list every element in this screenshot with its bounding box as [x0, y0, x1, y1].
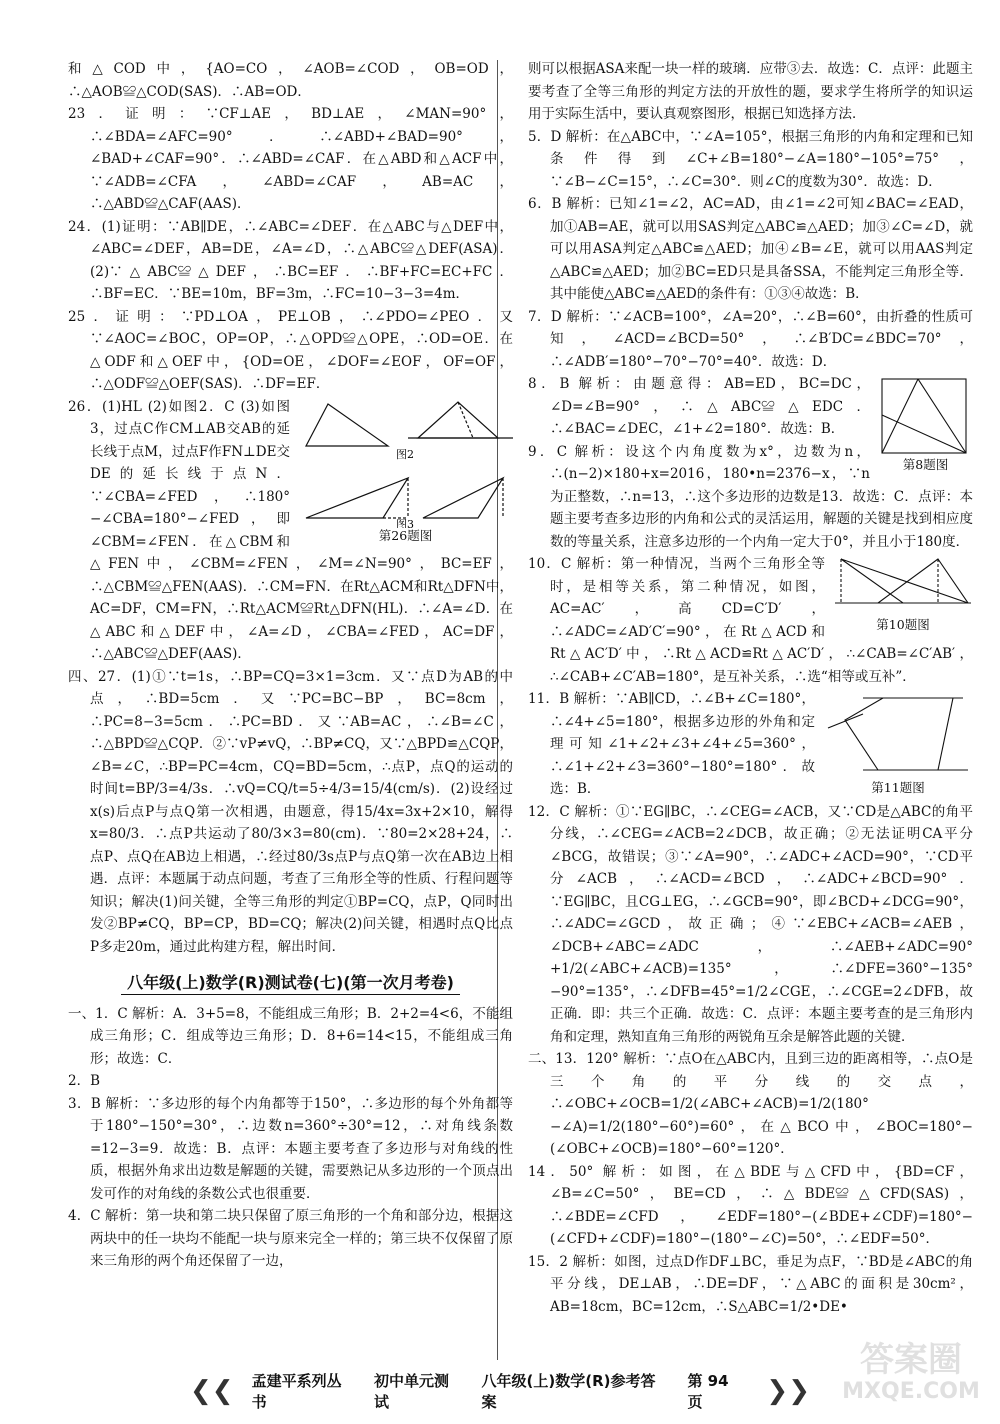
answer-8: 8．B 解析：由题意得：AB=ED，BC=DC，∠D=∠B=90°，∴△ABC≌△EDC．∴∠BAC=∠DEC，∠1+∠2=180°．故选：B． [528, 376, 870, 437]
answer-7: 7．D 解析：∵∠ACB=100°，∠A=20°，∴∠B=60°，由折叠的性质可知，∠ACD=∠BCD=50°，∴∠B′DC=∠BDC=70°，∴∠ADB′=180°−70°−70°=40°．故选：D． [528, 308, 973, 370]
figure-26 [298, 398, 513, 544]
fig2-label: 图2 [396, 447, 414, 461]
footer-series: 孟建平系列丛书 [251, 1372, 342, 1411]
footer-answer: 八年级(上)数学(R)参考答案 [481, 1372, 656, 1411]
figure-10-drawing [833, 555, 973, 617]
answer-2: 2．B [68, 1073, 101, 1089]
test-section-title-text: 八年级(上)数学(R)测试卷(七)(第一次月考卷) [121, 973, 460, 995]
answer-22-tail: 和△COD中，{AO=CO，∠AOB=∠COD，OB=OD，∴△AOB≌△COD(SAS)．∴AB=OD． [68, 61, 513, 100]
answer-15: 15．2 解析：如图，过点D作DF⊥BC，垂足为点F，∵BD是∠ABC的角平分线，DE⊥AB，∴DE=DF，∵△ABC的面积是30cm²，AB=18cm，BC=12cm，∴S△ABC=1/2•DE• [528, 1253, 973, 1315]
test-section-title [68, 972, 513, 995]
answer-9: 9．C 解析：设这个内角度数为x°，边数为n，∴(n−2)×180+x=2016，180•n=2376−x，∵n为正整数，∴n=13，∴这个多边形的边数是13．故选：C．点评：本题主要考查多边形的内角和公式的灵活运用，解题的关键是找到相应度数的等量关系，注意多边形的一个内角一定大于0°，并且小于180度． [528, 443, 973, 550]
answer-24: 24．(1)证明：∵AB∥DE，∴∠ABC=∠DEF．在△ABC与△DEF中，∠ABC=∠DEF，AB=DE，∠A=∠D，∴△ABC≌△DEF(ASA)．(2)∵△ABC≌△DEF，∴BC=EF．∴BF+FC=EC+FC．∴BF=EC．∵BE=10m，BF=3m，∴FC=10−3−3=4m． [68, 218, 513, 302]
page-footer [190, 1372, 810, 1411]
left-arrow-icon: ❮❮ [190, 1376, 234, 1406]
answer-4: 4．C 解析：第一块和第二块只保留了原三角形的一个角和部分边，根据这两块中的任一块均不能配一块与原来完全一样的；第三块不仅保留了原来三角形的两个角还保留了一边， [68, 1208, 513, 1269]
answer-6: 6．B 解析：已知∠1=∠2，AC=AD，由∠1=∠2可知∠BAC=∠EAD，加①AB=AE，就可以用SAS判定△ABC≌△AED；加③∠C=∠D，就可以用ASA判定△ABC≌△AED；加④∠B=∠E，就可以用AAS判定△ABC≌△AED；加②BC=ED只是具备SSA，不能判定三角形全等．其中能使△ABC≌△AED的条件有：①③④故选：B． [528, 196, 973, 302]
answer-23: 23．证明：∵CF⊥AE，BD⊥AE，∠MAN=90°，∴∠BDA=∠AFC=90°．∴∠ABD+∠BAD=90°，∠BAD+∠CAF=90°．∴∠ABD=∠CAF．在△ABD和△ACF中，∵∠ADB=∠CFA，∠ABD=∠CAF，AB=AC，∴△ABD≌△CAF(AAS)． [68, 106, 513, 212]
page-number: 第 94 页 [687, 1372, 729, 1411]
answer-12: 12．C 解析：①∵EG∥BC，∴∠CEG=∠ACB，又∵CD是△ABC的角平分线，∴∠CEG=∠ACB=2∠DCB，故正确；②无法证明CA平分∠BCG，故错误；③∵∠A=90°，∴∠ADC+∠ACD=90°，∵CD平分∠ACB，∴∠ACD=∠BCD，∴∠ADC+∠BCD=90°．∵EG∥BC，且CG⊥EG，∴∠GCB=90°，即∠BCD+∠DCG=90°，∴∠ADC=∠GCD，故正确；④∵∠EBC+∠ACB=∠AEB，∠DCB+∠ABC=∠ADC，∴∠AEB+∠ADC=90°+1/2(∠ABC+∠ACB)=135°，∴∠DFE=360°−135°−90°=135°，∴∠DFB=45°=1/2∠CGE，∴∠CGE=2∠DFB，故正确．即：共三个正确．故选：C．点评：本题主要考查的是三角形内角和定理，熟知直角三角形的两锐角互余是解答此题的关键． [528, 803, 973, 1045]
figure-8-caption: 第8题图 [902, 457, 949, 472]
answer-10: 10．C 解析：第一种情况，当两个三角形全等时，是相等关系，第二种情况，如图，AC=AC′，高CD=C′D′，∴∠ADC=∠AD′C′=90°，在Rt△ACD和Rt△AC′D′中，∴Rt△ACD≌Rt△AC′D′，∴∠CAB=∠C′AB′，∴∠CAB+∠C′AB=180°，是互补关系，∴选“相等或互补”． [528, 556, 973, 685]
watermark-url: MXQE.COM [842, 1379, 980, 1404]
right-column [528, 58, 973, 1318]
answer-14: 14．50° 解析：如图，在△BDE与△CFD中，{BD=CF，∠B=∠C=50°，BE=CD，∴△BDE≌△CFD(SAS)，∴∠BDE=∠CFD，∠EDF=180°−(∠BDE+∠CDF)=180°−(∠CFD+∠CDF)=180°−(180°−∠C)=50°，∴∠EDF=50°． [528, 1163, 973, 1247]
figure-26-drawing [298, 398, 513, 528]
left-column [68, 58, 513, 1273]
figure-26-caption: 第26题图 [378, 527, 433, 543]
figure-10 [833, 555, 973, 633]
answer-26: 26．(1)HL (2)如图2．C (3)如图3，过点C作CM⊥AB交AB的延长线于点M，过点F作FN⊥DE交DE的延长线于点N．∵∠CBA=∠FED，∴180°−∠CBA=180°−∠FED，即∠CBM=∠FEN．在△CBM和△FEN中，∠CBM=∠FEN，∠M=∠N=90°，BC=EF，∴△CBM≌△FEN(AAS)．∴CM=FN．在Rt△ACM和Rt△DFN中，AC=DF，CM=FN，∴Rt△ACM≌Rt△DFN(HL)．∴∠A=∠D．在△ABC和△DEF中，∠A=∠D，∠CBA=∠FED，AC=DF，∴△ABC≌△DEF(AAS)． [68, 398, 513, 662]
figure-10-caption: 第10题图 [876, 617, 930, 632]
answer-11: 11．B 解析：∵AB∥CD，∴∠B+∠C=180°，∴∠4+∠5=180°，根据多边形的外角和定理可知∠1+∠2+∠3+∠4+∠5=360°，∴∠1+∠2+∠3=360°−180°=180°．故选：B． [528, 691, 815, 797]
right-arrow-icon: ❯❯ [766, 1376, 810, 1406]
answer-4-tail: 则可以根据ASA来配一块一样的玻璃．应带③去．故选：C．点评：此题主要考查了全等三角形的判定方法的开放性的题，要求学生将所学的知识运用于实际生活中，要认真观察图形，根据已知选择方法． [528, 61, 973, 122]
figure-11 [823, 690, 973, 796]
answer-25: 25．证明：∵PD⊥OA，PE⊥OB，∴∠PDO=∠PEO．又∵∠AOC=∠BOC，OP=OP，∴△OPD≌△OPE，∴OD=OE．在△ODF和△OEF中，{OD=OE，∠DOF=∠EOF，OF=OF，∴△ODF≌△OEF(SAS)．∴DF=EF． [68, 308, 513, 392]
answer-3: 3．B 解析：∵多边形的每个内角都等于150°，∴多边形的每个外角都等于180°−150°=30°，∴边数n=360°÷30°=12，∴对角线条数=12−3=9．故选：B．点评：本题主要考查了多边形与对角线的性质，根据外角求出边数是解题的关键，需要熟记从多边形的一个顶点出发可作的对角线的条数公式也很重要． [68, 1095, 513, 1202]
answer-1: 一、1．C 解析：A．3+5=8，不能组成三角形；B．2+2=4<6，不能组成三角形；C．组成等边三角形；D．8+6=14<15，不能组成三角形；故选：C． [68, 1005, 513, 1067]
fig3-label: 图3 [396, 517, 414, 528]
figure-11-caption: 第11题图 [871, 780, 925, 795]
answer-5: 5．D 解析：在△ABC中，∵∠A=105°，根据三角形的内角和定理和已知条件得到∠C+∠B=180°−∠A=180°−105°=75°，∵∠B−∠C=15°，∴∠C=30°．则∠C的度数为30°．故选：D． [528, 128, 973, 190]
figure-8 [878, 375, 973, 473]
figure-11-drawing [823, 690, 973, 780]
watermark-text: 答案圈 [860, 1340, 962, 1380]
footer-book: 初中单元测试 [374, 1372, 450, 1411]
answer-13: 二、13．120° 解析：∵点O在△ABC内，且到三边的距离相等，∴点O是三个角的平分线的交点，∴∠OBC+∠OCB=1/2(∠ABC+∠ACB)=1/2(180°−∠A)=1/2(180°−60°)=60°，在△BCO中，∠BOC=180°−(∠OBC+∠OCB)=180°−60°=120°． [528, 1051, 973, 1157]
watermark [836, 1340, 986, 1412]
figure-8-drawing [878, 375, 973, 457]
answer-27: 四、27．(1)①∵t=1s，∴BP=CQ=3×1=3cm．又∵点D为AB的中点，∴BD=5cm．又∵PC=BC−BP，BC=8cm，∴PC=8−3=5cm．∴PC=BD．又∵AB=AC，∴∠B=∠C，∴△BPD≌△CQP．②∵vP≠vQ，∴BP≠CQ，又∵△BPD≌△CQP，∠B=∠C，∴BP=PC=4cm，CQ=BD=5cm，∴点P，点Q的运动的时间t=BP/3=4/3s．∴vQ=CQ/t=5÷4/3=15/4(cm/s)．(2)设经过x(s)后点P与点Q第一次相遇，由题意，得15/4x=3x+2×10，解得x=80/3．∴点P共运动了80/3×3=80(cm)．∵80=2×28+24，∴点P、点Q在AB边上相遇，∴经过80/3s点P与点Q第一次在AB边上相遇．点评：本题属于动点问题，考查了三角形全等的性质、行程问题等知识；解决(1)问关键，全等三角形的判定①BP=CQ，点P，Q同时出发②BP≠CQ，BP=CP，BD=CQ；解决(2)问关键，相遇时点Q比点P多走20m，通过此构建方程，解出时间． [68, 668, 513, 955]
